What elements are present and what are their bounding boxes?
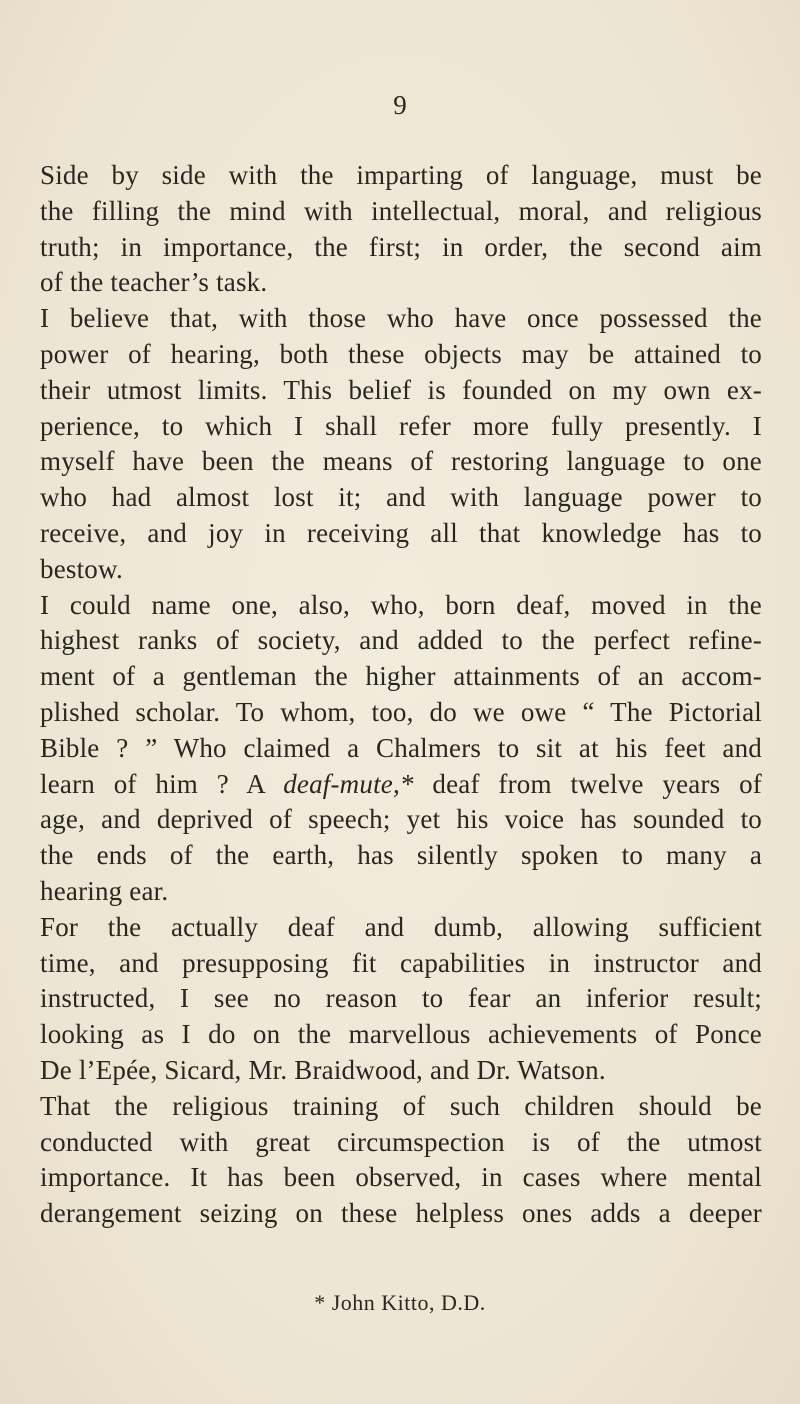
text-line: who had almost lost it; and with language power to: [40, 482, 762, 513]
body-text: [40, 158, 762, 1232]
text-line: derangement seizing on these helpless ones adds a deeper: [40, 1198, 762, 1229]
text-fragment: deaf from twelve years of: [413, 768, 762, 799]
text-line: ment of a gentleman the higher attainments of an accom-: [40, 661, 762, 692]
text-fragment: learn of him ? A: [40, 768, 284, 799]
text-line: the ends of the earth, has silently spoken to many a: [40, 840, 762, 871]
text-line: conducted with great circumspection is of the utmost: [40, 1126, 762, 1157]
text-line: instructed, I see no reason to fear an inferior result;: [40, 983, 762, 1014]
text-line: I could name one, also, who, born deaf, moved in the: [40, 589, 762, 620]
text-line: of the teacher’s task.: [40, 267, 268, 298]
text-line: truth; in importance, the first; in order, the second aim: [40, 231, 762, 262]
text-line: importance. It has been observed, in cases where mental: [40, 1162, 762, 1193]
text-line: perience, to which I shall refer more fully presently. I: [40, 410, 762, 441]
text-line: looking as I do on the marvellous achievements of Ponce: [40, 1019, 762, 1050]
text-line: hearing ear.: [40, 875, 169, 906]
italic-term: deaf-mute,*: [283, 768, 414, 799]
text-line: receive, and joy in receiving all that knowledge has to: [40, 517, 762, 548]
text-line: Bible ? ” Who claimed a Chalmers to sit at his feet and: [40, 732, 762, 763]
text-line: bestow.: [40, 553, 123, 584]
text-line: Side by side with the imparting of language, must be: [40, 160, 762, 190]
text-line: power of hearing, both these objects may be attained to: [40, 338, 762, 369]
text-line: [40, 767, 762, 803]
text-line: age, and deprived of speech; yet his voice has sounded to: [40, 804, 762, 835]
text-line: For the actually deaf and dumb, allowing sufficient: [40, 911, 762, 942]
text-line: highest ranks of society, and added to the perfect refine-: [40, 625, 762, 656]
text-line: plished scholar. To whom, too, do we owe “ The Pictorial: [40, 696, 762, 727]
text-line: myself have been the means of restoring language to one: [40, 446, 762, 477]
text-line: De l’Epée, Sicard, Mr. Braidwood, and Dr. Watson.: [40, 1054, 606, 1085]
text-line: I believe that, with those who have once possessed the: [40, 303, 762, 334]
page-number: 9: [393, 90, 407, 120]
text-line: time, and presupposing fit capabilities in instructor and: [40, 947, 762, 978]
text-line: their utmost limits. This belief is founded on my own ex-: [40, 374, 762, 405]
footnote: * John Kitto, D.D.: [314, 1290, 486, 1315]
text-line: the filling the mind with intellectual, moral, and religious: [40, 195, 762, 226]
text-line: That the religious training of such children should be: [40, 1090, 762, 1121]
